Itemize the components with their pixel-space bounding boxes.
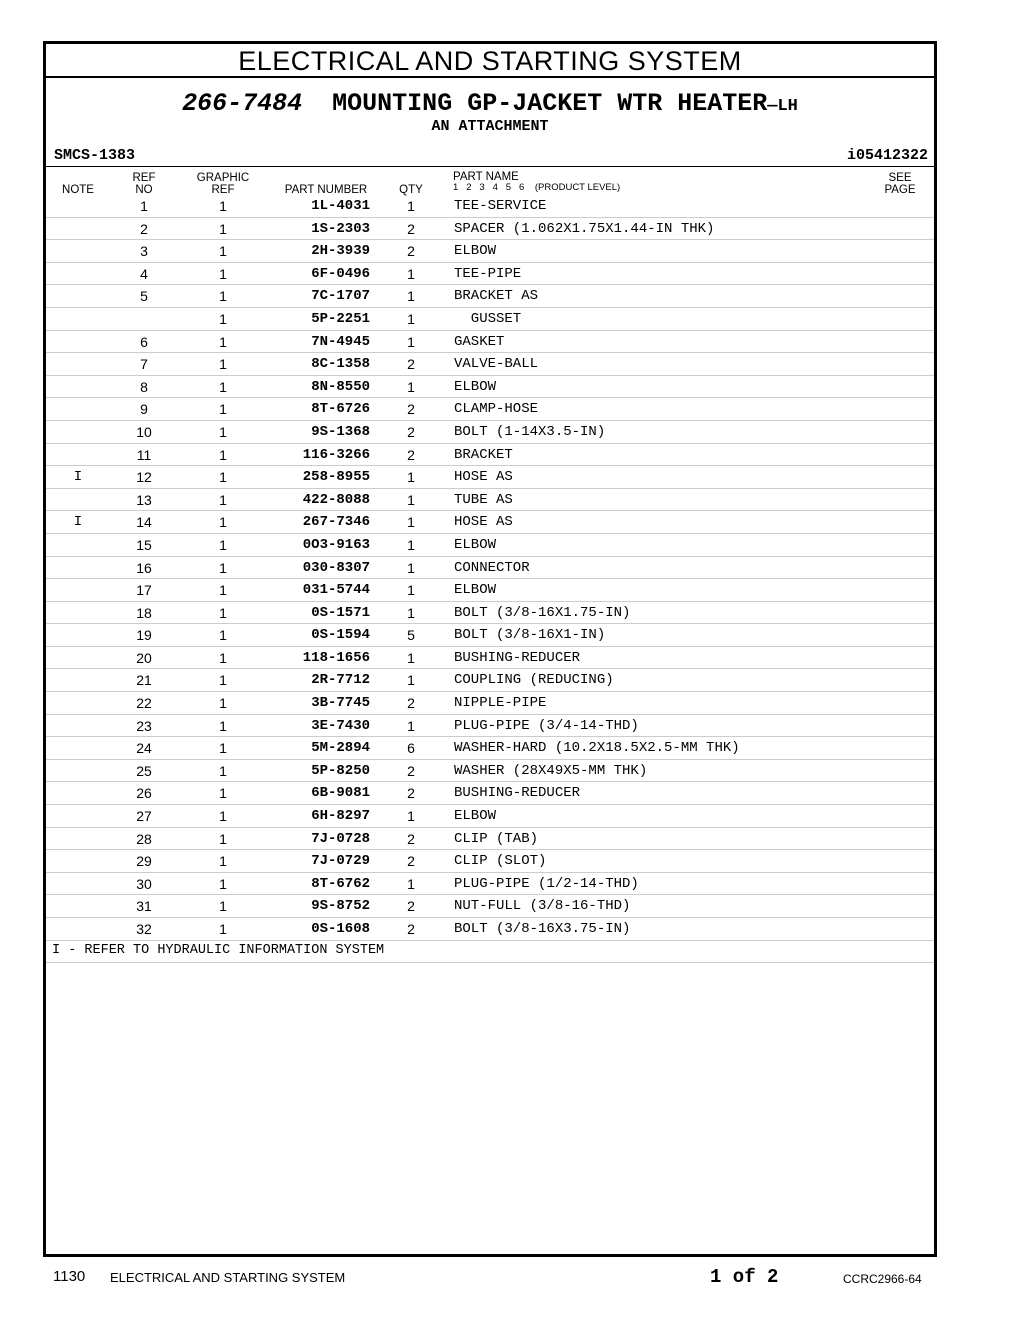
qty-cell: 2 <box>407 830 415 847</box>
qty-cell: 2 <box>407 356 415 373</box>
table-row <box>46 669 934 692</box>
part-name-cell: CLAMP-HOSE <box>454 401 539 418</box>
part-name-cell: WASHER-HARD (10.2X18.5X2.5-MM THK) <box>454 740 740 757</box>
part-name-cell: HOSE AS <box>454 514 513 531</box>
qty-cell: 1 <box>407 469 415 486</box>
smcs-code: SMCS-1383 <box>54 147 136 164</box>
ref-no-cell: 4 <box>140 265 148 282</box>
table-row <box>46 376 934 399</box>
part-number-cell: 7N-4945 <box>311 333 370 350</box>
part-number-cell: 5P-2251 <box>311 310 370 327</box>
ref-no-cell: 5 <box>140 288 148 305</box>
qty-cell: 1 <box>407 649 415 666</box>
header-divider <box>46 166 934 167</box>
table-row <box>46 240 934 263</box>
qty-cell: 1 <box>407 378 415 395</box>
ref-no-cell: 3 <box>140 243 148 260</box>
table-row <box>46 918 934 941</box>
ref-no-cell: 24 <box>136 740 152 757</box>
col-header-qty: QTY <box>399 184 423 196</box>
qty-cell: 1 <box>407 198 415 214</box>
graphic-ref-cell: 1 <box>219 627 227 644</box>
table-row <box>46 285 934 308</box>
table-row <box>46 624 934 647</box>
table-row <box>46 353 934 376</box>
ref-no-cell: 28 <box>136 830 152 847</box>
qty-cell: 2 <box>407 401 415 418</box>
col-header-see-page: SEE PAGE <box>884 172 916 196</box>
part-number-cell: 031-5744 <box>302 582 370 599</box>
graphic-ref-cell: 1 <box>219 333 227 350</box>
table-row <box>46 873 934 896</box>
document-subtitle: AN ATTACHMENT <box>431 118 549 135</box>
footnote-text: I - REFER TO HYDRAULIC INFORMATION SYSTEM <box>52 942 385 958</box>
table-row <box>46 534 934 557</box>
graphic-ref-cell: 1 <box>219 446 227 463</box>
qty-cell: 1 <box>407 514 415 531</box>
table-row <box>46 647 934 670</box>
table-row <box>46 805 934 828</box>
part-number-cell: 8N-8550 <box>311 378 370 395</box>
part-name-cell: TEE-PIPE <box>454 265 522 282</box>
table-row <box>46 895 934 918</box>
graphic-ref-cell: 1 <box>219 921 227 937</box>
qty-cell: 1 <box>407 717 415 734</box>
part-name-cell: PLUG-PIPE (3/4-14-THD) <box>454 717 639 734</box>
page-frame <box>43 41 937 1257</box>
qty-cell: 2 <box>407 423 415 440</box>
qty-cell: 1 <box>407 491 415 508</box>
part-name-cell: BUSHING-REDUCER <box>454 649 581 666</box>
part-number-cell: 0S-1594 <box>311 627 370 644</box>
part-number-cell: 6H-8297 <box>311 808 370 825</box>
part-number-cell: 258-8955 <box>302 469 370 486</box>
part-name-cell: WASHER (28X49X5-MM THK) <box>454 762 648 779</box>
section-title: ELECTRICAL AND STARTING SYSTEM <box>46 44 934 78</box>
ref-no-cell: 8 <box>140 378 148 395</box>
ref-no-cell: 17 <box>136 582 152 599</box>
part-number-cell: 7C-1707 <box>311 288 370 305</box>
ref-no-cell: 20 <box>136 649 152 666</box>
graphic-ref-cell: 1 <box>219 356 227 373</box>
ref-no-cell: 12 <box>136 469 152 486</box>
table-row <box>46 398 934 421</box>
table-row <box>46 421 934 444</box>
graphic-ref-cell: 1 <box>219 401 227 418</box>
graphic-ref-cell: 1 <box>219 514 227 531</box>
part-number-cell: 5P-8250 <box>311 762 370 779</box>
part-name-cell: CONNECTOR <box>454 559 530 576</box>
ref-no-cell: 10 <box>136 423 152 440</box>
part-number-cell: 116-3266 <box>302 446 370 463</box>
qty-cell: 2 <box>407 446 415 463</box>
qty-cell: 1 <box>407 604 415 621</box>
col-header-ref-no: REF NO <box>132 172 156 196</box>
ref-no-cell: 2 <box>140 220 148 237</box>
table-row <box>46 782 934 805</box>
ref-no-cell: 21 <box>136 672 152 689</box>
note-cell: I <box>73 469 83 486</box>
ref-no-cell: 16 <box>136 559 152 576</box>
part-name-cell: NUT-FULL (3/8-16-THD) <box>454 898 631 915</box>
part-number-cell: 7J-0728 <box>311 830 370 847</box>
graphic-ref-cell: 1 <box>219 288 227 305</box>
table-row <box>46 466 934 489</box>
ref-no-cell: 25 <box>136 762 152 779</box>
footnote-row <box>46 941 934 963</box>
ref-no-cell: 13 <box>136 491 152 508</box>
ref-no-cell: 6 <box>140 333 148 350</box>
qty-cell: 2 <box>407 853 415 870</box>
part-name-cell: PLUG-PIPE (1/2-14-THD) <box>454 875 639 892</box>
part-name-cell: ELBOW <box>454 808 497 825</box>
qty-cell: 2 <box>407 921 415 937</box>
graphic-ref-cell: 1 <box>219 604 227 621</box>
table-row <box>46 557 934 580</box>
part-name-cell: BOLT (1-14X3.5-IN) <box>454 423 606 440</box>
qty-cell: 2 <box>407 785 415 802</box>
footer-document-code: CCRC2966-64 <box>843 1272 922 1286</box>
graphic-ref-cell: 1 <box>219 310 227 327</box>
part-name-cell: VALVE-BALL <box>454 356 539 373</box>
graphic-ref-cell: 1 <box>219 762 227 779</box>
table-row <box>46 489 934 512</box>
document-id: i05412322 <box>846 147 928 164</box>
ref-no-cell: 9 <box>140 401 148 418</box>
ref-no-cell: 23 <box>136 717 152 734</box>
table-row <box>46 828 934 851</box>
table-row <box>46 218 934 241</box>
qty-cell: 6 <box>407 740 415 757</box>
col-header-part-name: PART NAME <box>453 171 519 183</box>
part-number-cell: 422-8088 <box>302 491 370 508</box>
footer-page-number: 1130 <box>53 1268 86 1285</box>
graphic-ref-cell: 1 <box>219 898 227 915</box>
graphic-ref-cell: 1 <box>219 785 227 802</box>
part-name-cell: ELBOW <box>454 536 497 553</box>
graphic-ref-cell: 1 <box>219 582 227 599</box>
graphic-ref-cell: 1 <box>219 243 227 260</box>
table-row <box>46 511 934 534</box>
graphic-ref-cell: 1 <box>219 198 227 214</box>
graphic-ref-cell: 1 <box>219 830 227 847</box>
graphic-ref-cell: 1 <box>219 220 227 237</box>
part-name-cell: SPACER (1.062X1.75X1.44-IN THK) <box>454 220 715 237</box>
graphic-ref-cell: 1 <box>219 423 227 440</box>
part-name-cell: BUSHING-REDUCER <box>454 785 581 802</box>
ref-no-cell: 29 <box>136 853 152 870</box>
ref-no-cell: 26 <box>136 785 152 802</box>
ref-no-cell: 19 <box>136 627 152 644</box>
qty-cell: 1 <box>407 536 415 553</box>
group-name: MOUNTING GP-JACKET WTR HEATER <box>332 89 768 118</box>
table-row <box>46 444 934 467</box>
ref-no-cell: 22 <box>136 695 152 712</box>
table-row <box>46 331 934 354</box>
part-number-cell: 030-8307 <box>302 559 370 576</box>
table-row <box>46 579 934 602</box>
qty-cell: 1 <box>407 672 415 689</box>
part-name-cell: CLIP (SLOT) <box>454 853 547 870</box>
table-row <box>46 715 934 738</box>
ref-no-cell: 31 <box>136 898 152 915</box>
part-name-cell: GUSSET <box>454 310 522 327</box>
graphic-ref-cell: 1 <box>219 265 227 282</box>
part-number-cell: 2R-7712 <box>311 672 370 689</box>
part-number-cell: 118-1656 <box>302 649 370 666</box>
part-name-cell: BOLT (3/8-16X3.75-IN) <box>454 921 631 937</box>
part-number-cell: 7J-0729 <box>311 853 370 870</box>
part-name-cell: GASKET <box>454 333 505 350</box>
part-number-cell: 9S-8752 <box>311 898 370 915</box>
note-cell: I <box>73 514 83 531</box>
table-row <box>46 195 934 218</box>
ref-no-cell: 30 <box>136 875 152 892</box>
ref-no-cell: 27 <box>136 808 152 825</box>
part-number-cell: 5M-2894 <box>311 740 370 757</box>
part-number-cell: 8T-6726 <box>311 401 370 418</box>
graphic-ref-cell: 1 <box>219 853 227 870</box>
table-row <box>46 737 934 760</box>
graphic-ref-cell: 1 <box>219 875 227 892</box>
qty-cell: 1 <box>407 582 415 599</box>
table-row <box>46 263 934 286</box>
col-header-note: NOTE <box>62 184 94 196</box>
ref-no-cell: 1 <box>140 198 148 214</box>
qty-cell: 2 <box>407 762 415 779</box>
graphic-ref-cell: 1 <box>219 649 227 666</box>
part-name-cell: CLIP (TAB) <box>454 830 539 847</box>
group-part-number: 266-7484 <box>182 89 303 118</box>
part-name-cell: BOLT (3/8-16X1-IN) <box>454 627 606 644</box>
graphic-ref-cell: 1 <box>219 536 227 553</box>
part-number-cell: 1L-4031 <box>311 198 370 214</box>
part-number-cell: 9S-1368 <box>311 423 370 440</box>
graphic-ref-cell: 1 <box>219 695 227 712</box>
group-suffix: —LH <box>767 97 798 116</box>
graphic-ref-cell: 1 <box>219 672 227 689</box>
part-number-cell: 267-7346 <box>302 514 370 531</box>
ref-no-cell: 32 <box>136 921 152 937</box>
qty-cell: 1 <box>407 808 415 825</box>
ref-no-cell: 7 <box>140 356 148 373</box>
ref-no-cell: 18 <box>136 604 152 621</box>
part-name-cell: BRACKET AS <box>454 288 539 305</box>
table-row <box>46 850 934 873</box>
graphic-ref-cell: 1 <box>219 808 227 825</box>
part-number-cell: 6B-9081 <box>311 785 370 802</box>
qty-cell: 2 <box>407 243 415 260</box>
graphic-ref-cell: 1 <box>219 491 227 508</box>
qty-cell: 2 <box>407 695 415 712</box>
table-row <box>46 602 934 625</box>
part-number-cell: 6F-0496 <box>311 265 370 282</box>
col-header-product-levels: 1 2 3 4 5 6 (PRODUCT LEVEL) <box>453 182 621 193</box>
qty-cell: 1 <box>407 288 415 305</box>
part-number-cell: 0S-1571 <box>311 604 370 621</box>
qty-cell: 1 <box>407 310 415 327</box>
part-number-cell: 0O3-9163 <box>302 536 370 553</box>
graphic-ref-cell: 1 <box>219 559 227 576</box>
table-row <box>46 760 934 783</box>
part-number-cell: 3E-7430 <box>311 717 370 734</box>
ref-no-cell: 15 <box>136 536 152 553</box>
parts-list <box>46 195 934 963</box>
part-name-cell: ELBOW <box>454 582 497 599</box>
col-header-part-number: PART NUMBER <box>284 184 368 196</box>
part-number-cell: 8T-6762 <box>311 875 370 892</box>
graphic-ref-cell: 1 <box>219 740 227 757</box>
graphic-ref-cell: 1 <box>219 469 227 486</box>
part-name-cell: BOLT (3/8-16X1.75-IN) <box>454 604 631 621</box>
part-name-cell: ELBOW <box>454 378 497 395</box>
qty-cell: 1 <box>407 875 415 892</box>
footer-pagination: 1 of 2 <box>710 1266 779 1288</box>
ref-no-cell: 14 <box>136 514 152 531</box>
part-name-cell: ELBOW <box>454 243 497 260</box>
table-row <box>46 692 934 715</box>
part-name-cell: TUBE AS <box>454 491 513 508</box>
part-name-cell: NIPPLE-PIPE <box>454 695 547 712</box>
part-number-cell: 2H-3939 <box>311 243 370 260</box>
qty-cell: 2 <box>407 220 415 237</box>
footer-section: ELECTRICAL AND STARTING SYSTEM <box>110 1270 346 1285</box>
part-number-cell: 1S-2303 <box>311 220 370 237</box>
col-header-graphic-ref: GRAPHIC REF <box>196 172 250 196</box>
qty-cell: 2 <box>407 898 415 915</box>
ref-no-cell: 11 <box>136 446 152 463</box>
part-name-cell: HOSE AS <box>454 469 513 486</box>
graphic-ref-cell: 1 <box>219 717 227 734</box>
graphic-ref-cell: 1 <box>219 378 227 395</box>
qty-cell: 1 <box>407 333 415 350</box>
qty-cell: 1 <box>407 559 415 576</box>
part-number-cell: 3B-7745 <box>311 695 370 712</box>
table-row <box>46 308 934 331</box>
part-name-cell: BRACKET <box>454 446 513 463</box>
qty-cell: 1 <box>407 265 415 282</box>
qty-cell: 5 <box>407 627 415 644</box>
part-number-cell: 0S-1608 <box>311 921 370 937</box>
part-name-cell: COUPLING (REDUCING) <box>454 672 614 689</box>
part-number-cell: 8C-1358 <box>311 356 370 373</box>
part-name-cell: TEE-SERVICE <box>454 198 547 214</box>
document-title <box>46 90 934 121</box>
